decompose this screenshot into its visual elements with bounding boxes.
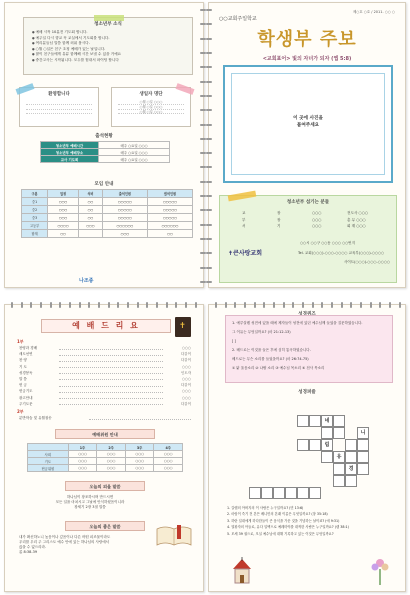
dotted-leader	[59, 351, 163, 356]
crossword-cell[interactable]	[249, 487, 261, 499]
table-cell: ○○○○○	[147, 214, 192, 222]
logo: 나조종	[79, 278, 94, 284]
column-header: 1주	[68, 444, 97, 451]
birthday-lines	[118, 100, 184, 114]
table-cell: 합계	[22, 230, 48, 238]
table-cell: 중3	[22, 214, 48, 222]
crossword-cell[interactable]	[357, 439, 369, 451]
dotted-leader	[59, 370, 163, 375]
dotted-leader	[59, 345, 163, 350]
verse-line: 우리를 우리 주 그리스도 예수 안에 있는 하나님의 사랑에서	[19, 540, 110, 544]
staff-cell: 회 계 ○○○	[347, 224, 366, 228]
attendance-table	[40, 141, 170, 163]
table-row	[28, 451, 183, 458]
staff-cell: ○○○	[312, 224, 322, 228]
crossword-cell[interactable]	[333, 427, 345, 439]
news-title: 청소년부 소식	[94, 22, 122, 27]
staff-cell: 서	[242, 224, 246, 228]
dotted-leader	[59, 364, 163, 369]
column-header	[28, 444, 69, 451]
welcome-line	[26, 110, 92, 115]
dotted-leader	[59, 376, 163, 381]
worship-item-leader: 다같이	[180, 352, 191, 357]
table-cell: 기도	[28, 458, 69, 465]
table-cell: ○○○○○○	[102, 222, 147, 230]
table-cell: ○○○	[68, 465, 97, 472]
verse-line: 하나님이 창조하시며 만드시면	[66, 495, 114, 499]
table-cell: 중1	[22, 198, 48, 206]
open-book-icon	[155, 523, 193, 549]
crossword-cell[interactable]	[285, 487, 297, 499]
crossword-letter[interactable]: 유	[333, 451, 345, 463]
table-cell: ○○○	[97, 451, 126, 458]
staff-list	[242, 210, 382, 230]
table-header-row	[28, 444, 183, 451]
page-cover	[208, 2, 406, 288]
puzzle-clue: 3. 하란 일대에게 하다한들이 큰 음식을 가운 것을 기념하는 날이죠? (에 9:31)	[227, 518, 340, 523]
table-cell	[79, 230, 103, 238]
issue-number: 제○호 ○호 / 2011. ○○ ○	[352, 10, 395, 14]
crossword-cell[interactable]	[345, 475, 357, 487]
table-cell: ○○○	[97, 465, 126, 472]
worship-item-name: 헌금기도	[19, 389, 33, 394]
table-cell: ○○○○○○	[147, 222, 192, 230]
quiz-line: ① 닭 울음소리 ② 나팔 소리 ③ 예수님 목소리 ④ 천사 목소리	[232, 366, 325, 370]
column-header: 일정	[48, 190, 79, 198]
worship-item-leader: ○○○	[181, 376, 191, 381]
column-header: 2주	[97, 444, 126, 451]
quiz-line: 1. 예루살렘 성전에 있을 때에 제자들이 성전에 있던 예수님께 들었을 질문하였습니다.	[232, 321, 363, 325]
crossword-cell[interactable]	[309, 415, 321, 427]
staff-row	[242, 223, 382, 230]
table-cell: ○○	[48, 230, 79, 238]
staff-cell: 전도사 ○○○	[347, 211, 368, 215]
telephone: Tel. 교회(○○○)-○○○-○○○○ 교육부(○○○)-○○○○	[298, 251, 385, 255]
verse-line: 내가 확신하노니 높음이나 깊음이나 다른 어떤 피조물이라도	[19, 535, 111, 539]
table-row	[28, 458, 183, 465]
crossword-cell[interactable]	[309, 439, 321, 451]
worship-item-name: 성경봉독	[19, 370, 33, 375]
page-news	[4, 2, 204, 288]
photo-placeholder[interactable]	[223, 65, 393, 183]
group-table	[21, 189, 193, 238]
page-worship	[4, 304, 204, 592]
staff-cell: ○○○	[312, 211, 322, 215]
staff-box	[219, 195, 397, 283]
table-row	[28, 465, 183, 472]
attendance-value: 매주 ○요일 ○○○	[99, 149, 170, 156]
news-item: ● 중간고사는 시작됩니다. 모두를 힘내서 파이팅 합니다	[32, 58, 188, 64]
duty-title: 예배위원 안내	[55, 429, 155, 439]
website: 사이트(○○○)-○○○-○○○○	[344, 260, 390, 264]
welcome-title: 환영합니다	[48, 92, 70, 97]
crossword-cell[interactable]	[357, 451, 369, 463]
table-cell: ○○○	[68, 451, 97, 458]
birthday-title: 생일자 명단	[139, 92, 163, 97]
worship-item: 분반학습 및 유월절송	[19, 415, 191, 421]
binding-rings	[215, 302, 401, 308]
worship-order	[19, 345, 191, 407]
dotted-leader	[59, 388, 163, 393]
staff-cell: 기	[277, 224, 281, 228]
worship-item-name: 찬 양	[19, 358, 27, 363]
staff-title: 청소년부 섬기는 분들	[286, 200, 330, 205]
table-row	[22, 230, 193, 238]
worship-item-name: 찬양과 경배	[19, 346, 38, 350]
verse-line: 롬 8:38-39	[19, 550, 38, 554]
crossword-cell[interactable]	[321, 451, 333, 463]
crossword-letter[interactable]: 경	[345, 463, 357, 475]
part2-order	[19, 415, 191, 421]
worship-item	[19, 401, 191, 407]
puzzle-title: 성경퍼즐	[298, 390, 316, 395]
staff-cell: ○○○	[312, 217, 322, 222]
address: ○○시 ○○구 ○○동 ○○○ ○○번지	[300, 241, 355, 245]
table-cell: ○○○	[125, 465, 154, 472]
birthday-line: ○월 ○일 ○○○	[118, 100, 184, 105]
church-name: ✝큰사랑교회	[228, 250, 263, 257]
worship-item-name: 광고안내	[19, 395, 33, 400]
table-cell: ○○○	[154, 465, 183, 472]
church-icon	[229, 557, 255, 585]
staff-cell: 교	[242, 211, 246, 215]
binding-rings	[11, 302, 197, 308]
worship-item-leader: 다같이	[180, 383, 191, 388]
table-cell: 사회	[28, 451, 69, 458]
crossword-cell[interactable]	[357, 463, 369, 475]
duty-table	[27, 443, 183, 472]
news-item: ● 많이 친구들에게 유튜 함께해 시간 보낼 수 있을 거예요	[32, 52, 188, 58]
worship-item-leader: 다같이	[180, 401, 191, 406]
crossword-letter[interactable]: 네	[321, 415, 333, 427]
table-cell: ○○○○○	[147, 206, 192, 214]
crossword-cell[interactable]	[345, 451, 357, 463]
verse-line: 모든 일을 마치시고 그날에 안식하셨음이니라	[55, 500, 125, 504]
puzzle-clue: 2. 마랍이 죽기 전 본뜬 베니민의 본래 이름은 무엇일까요? (창 35:18)	[227, 512, 328, 517]
quiz-line: 2. 베드로는 이것을 들은 후에 심히 통곡하였습니다.	[232, 348, 311, 352]
attendance-value: 매주 ○요일 ○○○	[99, 156, 170, 163]
crossword-cell[interactable]	[333, 415, 345, 427]
dotted-leader	[59, 382, 163, 387]
attendance-title: 출석현황	[95, 134, 113, 139]
bulletin-title: 학생부 주보	[257, 29, 357, 50]
worship-item-leader: 인도자	[180, 370, 191, 375]
table-cell: ○○○	[102, 230, 147, 238]
crossword-letter[interactable]: 림	[321, 439, 333, 451]
table-cell: 헌금위원	[28, 465, 69, 472]
attendance-value: 매주 ○요일 ○○○	[99, 142, 170, 149]
table-cell: ○○○	[125, 451, 154, 458]
crossword-cell[interactable]	[321, 427, 333, 439]
attendance-label: 청소년부 예배장소	[41, 149, 99, 156]
worship-item-name: 기 도	[19, 364, 27, 369]
part2-label: 2부	[17, 409, 24, 414]
welcome-lines	[26, 100, 92, 114]
good-word-title: 오늘의 좋은 말씀	[65, 521, 145, 531]
column-header: 4주	[154, 444, 183, 451]
column-header: 결석인원	[147, 190, 192, 198]
attendance-row	[41, 142, 170, 149]
worship-item-leader: ○○○	[181, 364, 191, 369]
table-cell: ○○○	[48, 206, 79, 214]
table-row	[22, 222, 193, 230]
cross-icon: ✝	[228, 250, 234, 257]
news-list	[32, 30, 188, 64]
table-cell: ○○○○○	[102, 198, 147, 206]
table-cell: ○○○○○	[102, 214, 147, 222]
welcome-card	[19, 87, 99, 127]
table-cell: ○○○	[154, 451, 183, 458]
staff-cell: 총 무 ○○○	[347, 217, 366, 222]
table-cell: ○○○	[48, 198, 79, 206]
table-cell: ○○○	[79, 222, 103, 230]
crossword-cell[interactable]	[273, 487, 285, 499]
crossword-cell[interactable]	[261, 487, 273, 499]
worship-item-name: 헌 금	[19, 383, 27, 388]
attendance-row	[41, 149, 170, 156]
church-motto: <교회표어> 빛의 자녀가 되자 (엡 5:8)	[262, 56, 352, 62]
table-cell: 중2	[22, 206, 48, 214]
staff-cell: 장	[277, 217, 281, 222]
puzzle-clue: 1. 갈렙의 아버지의 이 사람은 누구일까요? (민 13:6)	[227, 506, 304, 510]
verse-line: 창세기 2장 3절 말씀	[74, 505, 106, 509]
puzzle-clue: 5. 모세 39 권으로, 모실 예수님에 대해 기록하고 있는 이것은 무엇일까요?	[227, 531, 334, 536]
dotted-leader	[59, 395, 163, 400]
worship-item-name: 주기도문	[19, 401, 33, 406]
column-header: 구분	[22, 190, 48, 198]
bible-icon	[175, 317, 191, 337]
table-cell: ○○○○○	[102, 206, 147, 214]
column-header: 출석인원	[102, 190, 147, 198]
table-cell: ○○○○	[48, 222, 79, 230]
worship-item-leader: ○○○	[181, 346, 191, 350]
worship-title: 예 배 드 리 요	[41, 319, 171, 333]
table-cell: ○○○	[68, 458, 97, 465]
worship-item-name: 말 씀	[19, 376, 27, 381]
table-row	[22, 206, 193, 214]
school-name: ○○교회주일학교	[219, 16, 257, 22]
attendance-label: 교사 기도회	[41, 156, 99, 163]
worship-item-leader: 다같이	[180, 358, 191, 363]
column-header: 식비	[79, 190, 103, 198]
crossword-cell[interactable]	[333, 475, 345, 487]
birthday-card	[111, 87, 191, 127]
table-cell: ○○○	[154, 458, 183, 465]
crossword-cell[interactable]	[333, 463, 345, 475]
table-row	[22, 214, 193, 222]
dotted-leader	[59, 401, 163, 406]
table-cell: ○○○	[125, 458, 154, 465]
column-header: 3주	[125, 444, 154, 451]
news-item: ● ○월 ○일은 친구 초청 예배가 있는 날입니다.	[32, 47, 188, 53]
attendance-row	[41, 156, 170, 163]
news-item: ● 예배 시작 10분전 기도회 합니다.	[32, 30, 188, 36]
crossword-cell[interactable]	[297, 415, 309, 427]
crossword-cell[interactable]	[309, 487, 321, 499]
page-quiz	[208, 304, 406, 592]
dotted-leader	[59, 357, 163, 362]
worship-item-leader: ○○○	[181, 395, 191, 400]
news-item: ● 예주일 다시 향교 꼭 교실에서 기도회를 합니다.	[32, 36, 188, 42]
table-header-row	[22, 190, 193, 198]
group-title: 모임 안내	[94, 182, 114, 187]
verse-line: 끊을 수 없으리라.	[19, 545, 47, 549]
table-cell: ○○○	[97, 458, 126, 465]
photo-text: 이 곳에 사진을 붙여주세요	[293, 116, 323, 128]
quiz-line: 베드로는 무슨 소리를 들었을까요? (마 26:74-75)	[232, 357, 309, 361]
table-cell: ○○	[79, 214, 103, 222]
table-row	[22, 198, 193, 206]
attendance-label: 청소년부 예배시간	[41, 142, 99, 149]
crossword-cell[interactable]	[297, 439, 309, 451]
quiz-line: 그 이유는 무엇일까요? (마 21:12-13)	[232, 330, 291, 334]
crossword-letter[interactable]: 니	[357, 427, 369, 439]
part1-label: 1부	[17, 339, 24, 344]
quiz-line: [ ]	[232, 339, 236, 343]
crossword-cell[interactable]	[297, 487, 309, 499]
staff-cell: 부	[242, 217, 246, 222]
staff-cell: 장	[277, 211, 281, 215]
table-cell: ○○○○○	[147, 198, 192, 206]
news-item: ● 여리분들님 말씀 함께 외워 봅시다.	[32, 41, 188, 47]
flower-icon	[369, 555, 391, 585]
table-cell: ○○	[79, 198, 103, 206]
birthday-line: ○월 ○일 ○○○	[118, 105, 184, 110]
memory-verse-title: 오늘의 외울 말씀	[65, 481, 145, 491]
table-cell: ○○	[79, 206, 103, 214]
table-cell: ○○○	[48, 214, 79, 222]
memory-verse	[25, 495, 155, 510]
birthday-line: ○월 ○일 ○○○	[118, 110, 184, 115]
crossword-cell[interactable]	[345, 439, 357, 451]
news-box	[23, 17, 193, 75]
worship-item-name: 새도선연	[19, 352, 33, 357]
puzzle-clues	[227, 505, 397, 537]
table-cell: ○○	[147, 230, 192, 238]
table-cell: 고등부	[22, 222, 48, 230]
puzzle-clue: 4. 열왕자의 아들로, 유다 일백으로 예레미야를 대적한 사람은 누구일까요? (렘 38:1)	[227, 525, 349, 530]
quiz-box	[225, 315, 393, 383]
worship-item-leader: ○○○	[181, 389, 191, 394]
